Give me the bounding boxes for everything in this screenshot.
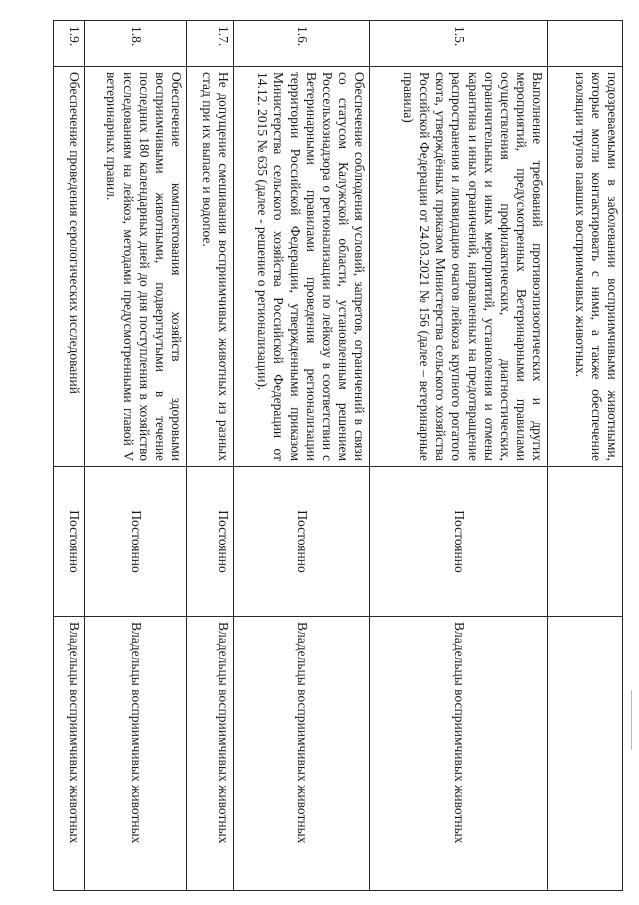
row-number-cell: 1.5.	[370, 21, 548, 67]
responsible-cell: Владельцы восприимчивых животных	[187, 617, 234, 891]
term-cell: Постоянно	[370, 467, 548, 617]
rotated-document-page	[53, 20, 623, 890]
action-cell: подозреваемыми в заболевании восприимчивыми животными, которые могли контактировать с ними, а также обеспечение изоляции трупов павших восприимчивых животных.	[548, 67, 623, 467]
row-number-cell: 1.6.	[234, 21, 370, 67]
responsible-cell	[548, 617, 623, 891]
measures-table	[53, 20, 623, 891]
term-cell: Постоянно	[85, 467, 187, 617]
table-row	[54, 21, 85, 891]
table-row	[548, 21, 623, 891]
responsible-cell: Владельцы восприимчивых животных	[234, 617, 370, 891]
table-row	[187, 21, 234, 891]
row-number-cell: 1.7.	[187, 21, 234, 67]
scan-edge-mark	[631, 690, 632, 750]
term-cell: Постоянно	[54, 467, 85, 617]
table-row	[234, 21, 370, 891]
row-number-cell: 1.9.	[54, 21, 85, 67]
action-cell: Обеспечение соблюдения условий, запретов, ограничений в связи со статусом Калужской области, установленным решением Россельхознадзора о регионализации по лейкозу в соответствии с Ветеринарными правилами проведения регионализации территории Российской Федерации, утвержденными приказом Министерства сельского хозяйства Российской Федерации от 14.12. 2015 № 635 (далее - решение о регионализации).	[234, 67, 370, 467]
responsible-cell: Владельцы восприимчивых животных	[370, 617, 548, 891]
row-number-cell	[548, 21, 623, 67]
term-cell	[548, 467, 623, 617]
term-cell: Постоянно	[187, 467, 234, 617]
action-cell: Выполнение требований противоэпизоотических и других мероприятий, предусмотренных Ветеринарными правилами осуществления профилактических, диагностических, ограничительных и иных мероприятий, установления и отмены карантина и иных ограничений, направленных на предотвращение распространения и ликвидацию очагов лейкоза крупного рогатого скота, утверждённых приказом Министерства сельского хозяйства Российской Федерации от 24.03.2021 № 156 (далее – ветеринарные правила)	[370, 67, 548, 467]
responsible-cell: Владельцы восприимчивых животных	[54, 617, 85, 891]
row-number-cell: 1.8.	[85, 21, 187, 67]
term-cell: Постоянно	[234, 467, 370, 617]
responsible-cell: Владельцы восприимчивых животных	[85, 617, 187, 891]
table-row	[370, 21, 548, 891]
action-cell: Не допущение смешивания восприимчивых животных из разных стад при их выпасе и водопое.	[187, 67, 234, 467]
table-row	[85, 21, 187, 891]
action-cell: Обеспечение комплектования хозяйств здоровыми восприимчивыми животными, подвергнутыми в течение последних 180 календарных дней до дня поступления в хозяйство исследованиям на лейкоз, методами предусмотренными главой V ветеринарных правил.	[85, 67, 187, 467]
action-cell: Обеспечение проведения серологических исследований	[54, 67, 85, 467]
